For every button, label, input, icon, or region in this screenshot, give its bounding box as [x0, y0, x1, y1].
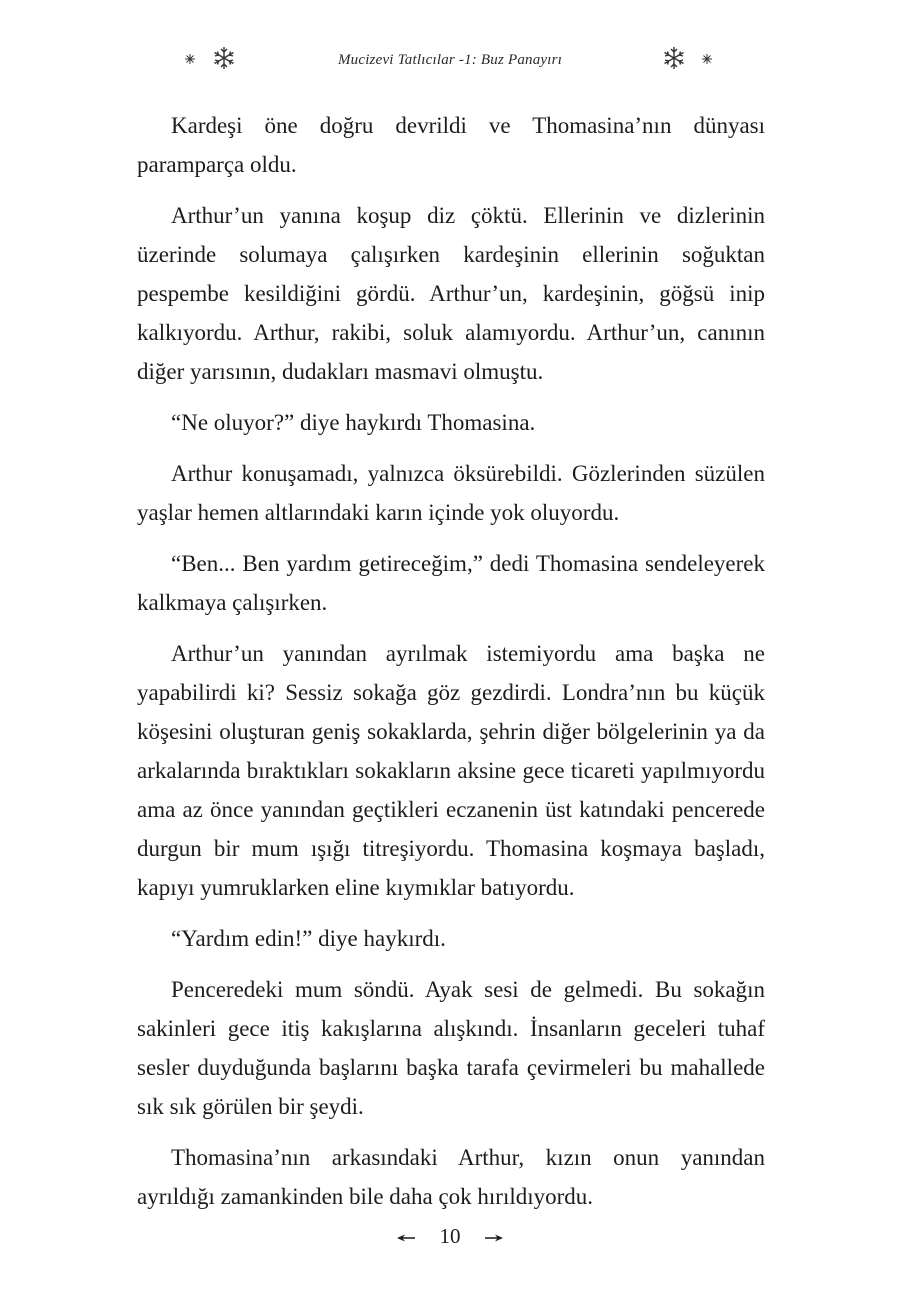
paragraph: “Ben... Ben yardım getireceğim,” dedi Thomasina sendeleyerek kalkmaya çalışırken.	[137, 551, 765, 615]
paragraph: Arthur’un yanından ayrılmak istemiyordu ama başka ne yapabilirdi ki? Sessiz sokağa göz gezdirdi. Londra’nın bu küçük köşesini oluşturan geniş sokaklarda, şehrin diğer bölgelerinin ya da arkalarında bıraktıkları sokakların aksine gece ticareti yapılmıyordu ama az önce yanından geçtikleri eczanenin üst katındaki pencerede durgun bir mum ışığı titreşiyordu. Thomasina koşmaya başladı, kapıyı yumruklarken eline kıymıklar batıyordu.	[137, 641, 765, 900]
paragraph: Thomasina’nın arkasındaki Arthur, kızın onun yanından ayrıldığı zamankinden bile daha çok hırıldıyordu.	[137, 1145, 765, 1209]
paragraph: Arthur’un yanına koşup diz çöktü. Ellerinin ve dizlerinin üzerinde solumaya çalışırken kardeşinin ellerinin soğuktan pespembe kesildiğini gördü. Arthur’un, kardeşinin, göğsü inip kalkıyordu. Arthur, rakibi, soluk alamıyordu. Arthur’un, canının diğer yarısının, dudakları masmavi olmuştu.	[137, 203, 765, 384]
page-footer	[0, 1224, 900, 1254]
small-star-icon	[700, 52, 714, 66]
paragraph: Penceredeki mum söndü. Ayak sesi de gelmedi. Bu sokağın sakinleri gece itiş kakışlarına alışkındı. İnsanların geceleri tuhaf sesler duyduğunda başlarını başka tarafa çevirmeleri bu mahallede sık sık görülen bir şeydi.	[137, 977, 765, 1119]
header-title: Mucizevi Tatlıcılar -1: Buz Panayırı	[337, 52, 563, 68]
paragraph: Kardeşi öne doğru devrildi ve Thomasina’nın dünyası paramparça oldu.	[137, 113, 765, 177]
snowflake-icon	[662, 46, 686, 70]
body-text	[137, 106, 765, 1228]
paragraph: “Ne oluyor?” diye haykırdı Thomasina.	[171, 410, 536, 435]
paragraph: Arthur konuşamadı, yalnızca öksürebildi. Gözlerinden süzülen yaşlar hemen altlarındaki karın içinde yok oluyordu.	[137, 461, 765, 525]
right-arrow-ornament-icon	[484, 1233, 504, 1243]
page-number: 10	[439, 1224, 461, 1248]
running-header	[0, 46, 900, 78]
paragraph: “Yardım edin!” diye haykırdı.	[171, 926, 446, 951]
